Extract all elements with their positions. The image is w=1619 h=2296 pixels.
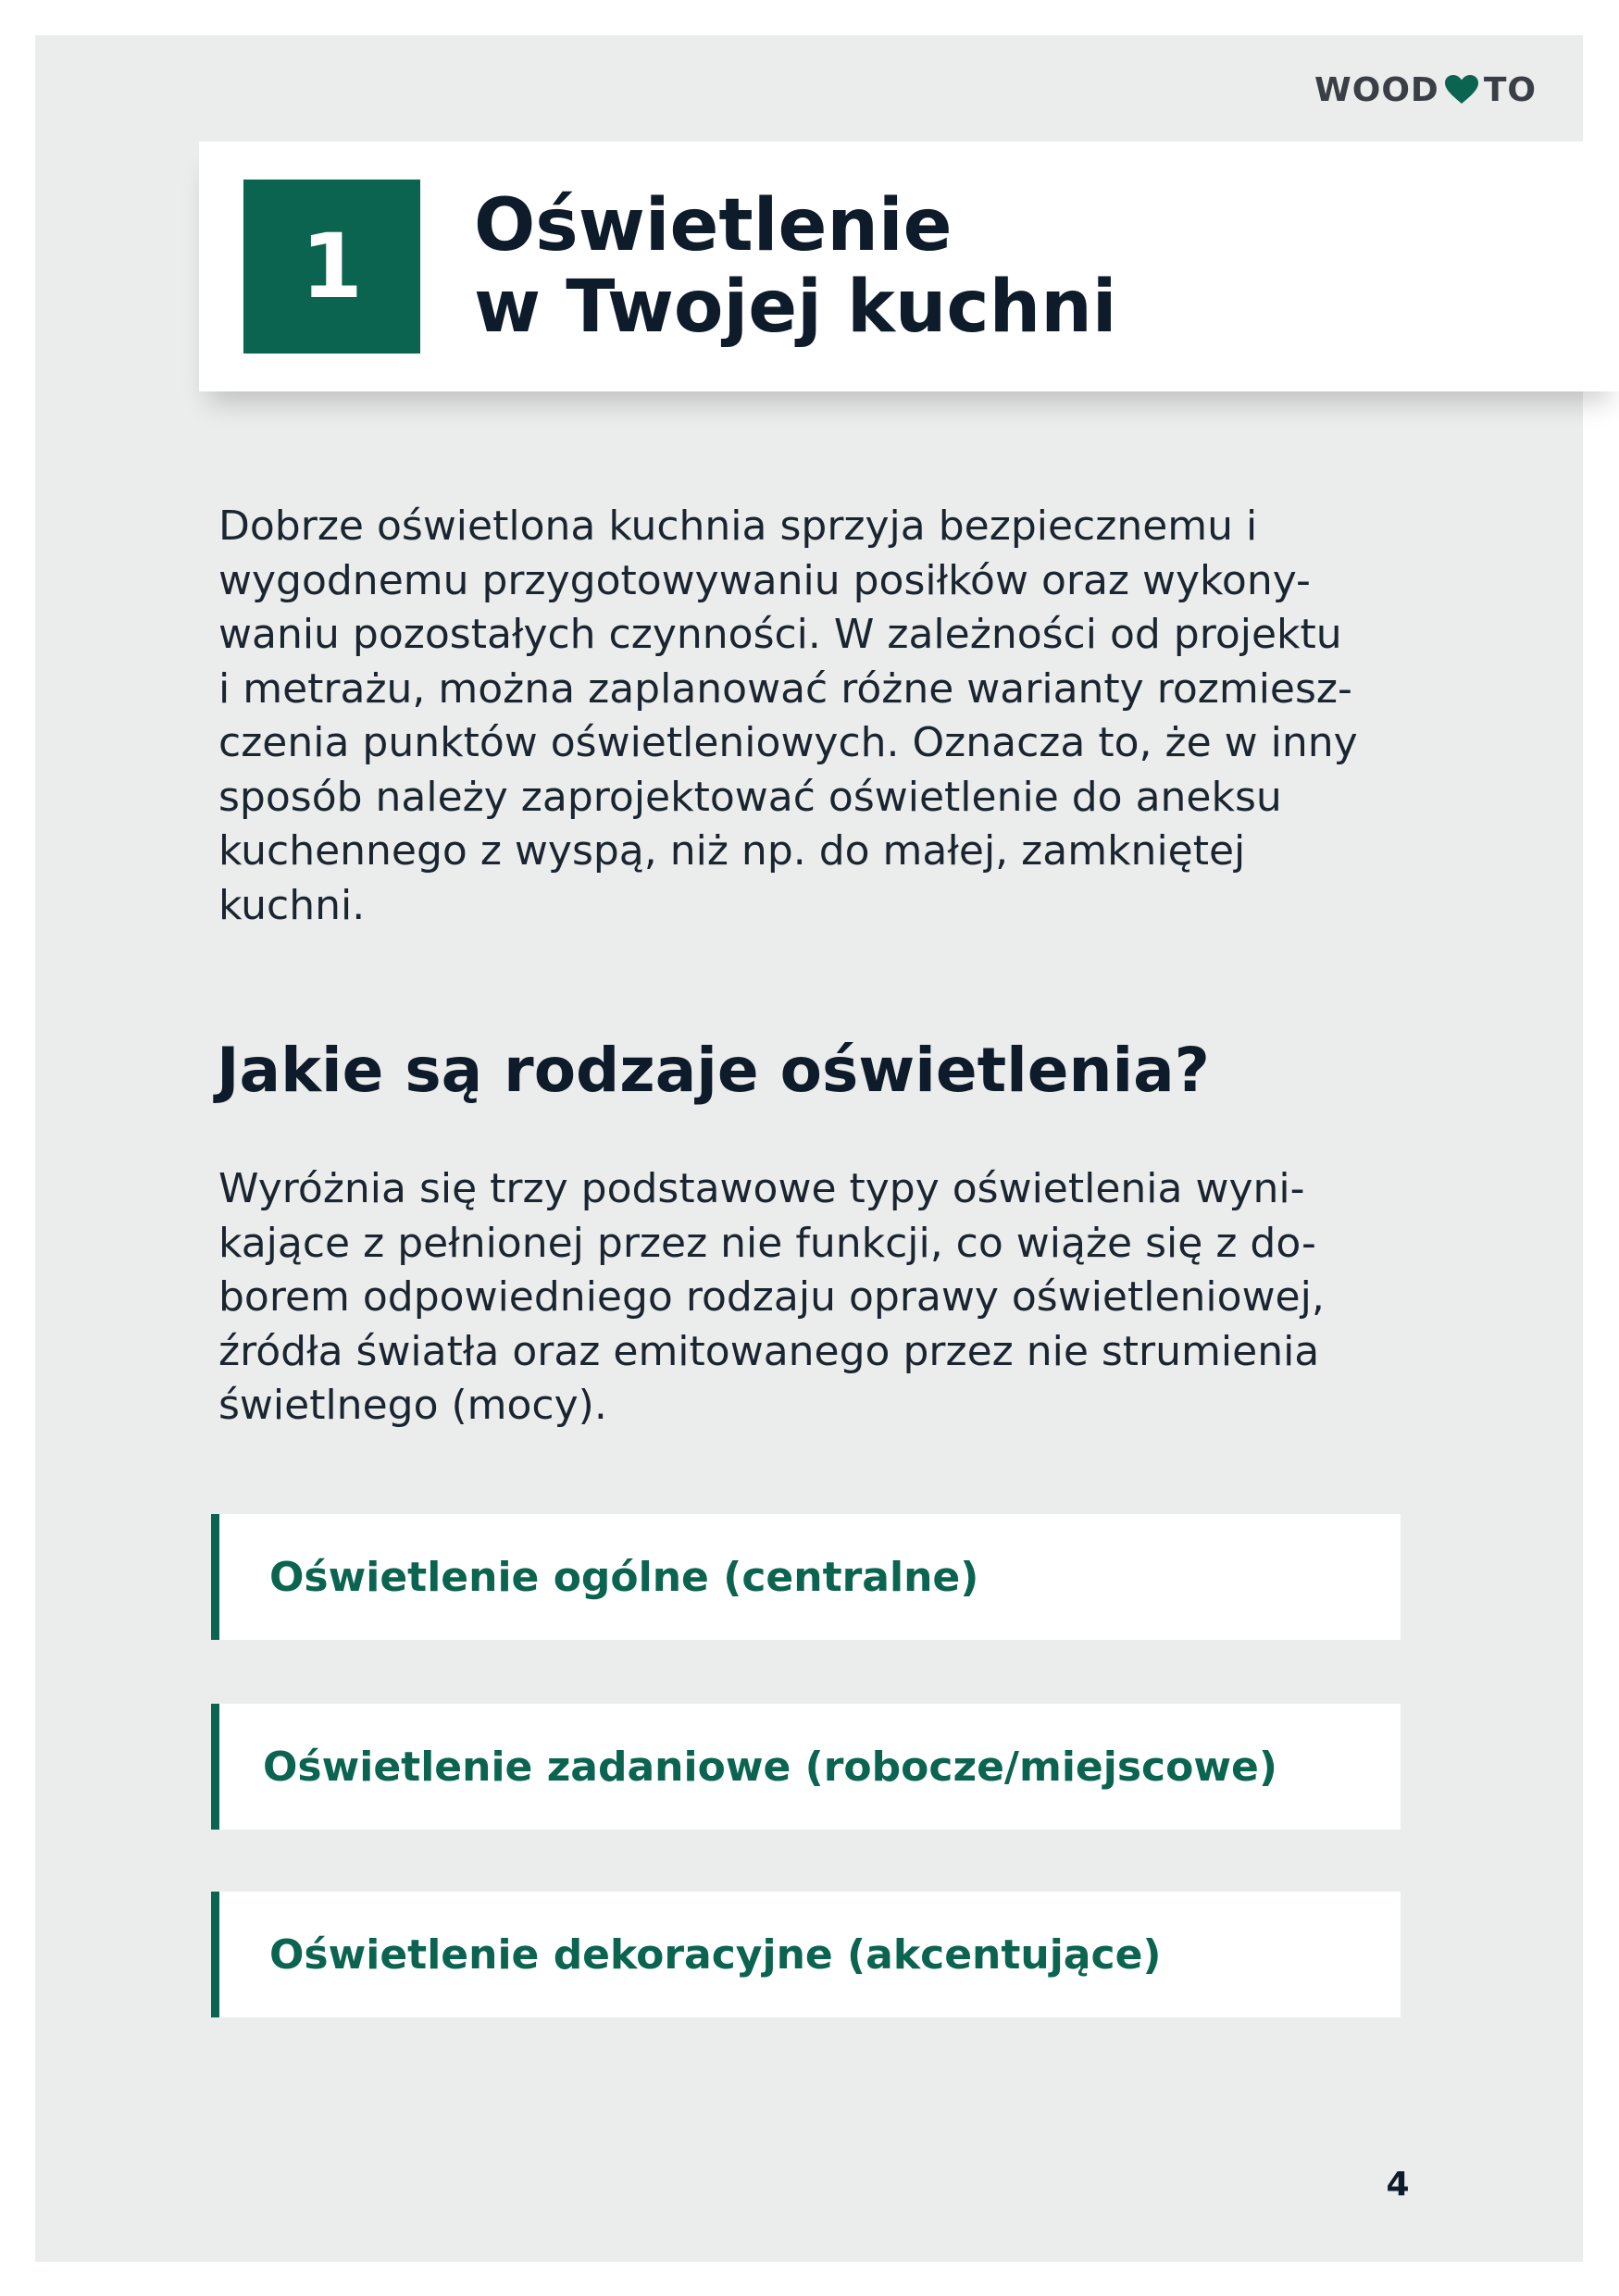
intro-line: kuchennego z wyspą, niż np. do małej, zamkniętej <box>218 827 1246 875</box>
section-title <box>474 185 1538 348</box>
section-number-badge <box>243 180 420 354</box>
lighting-type-label: Oświetlenie dekoracyjne (akcentujące) <box>269 1930 1162 1979</box>
logo-text-right: TO <box>1483 70 1537 109</box>
intro-line: i metrażu, można zaplanować różne warianty rozmiesz- <box>218 664 1352 713</box>
types-intro-line: borem odpowiedniego rodzaju oprawy oświetleniowej, <box>218 1273 1325 1321</box>
title-line-1: Oświetlenie <box>474 184 953 267</box>
intro-line: czenia punktów oświetleniowych. Oznacza to, że w inny <box>218 719 1358 766</box>
types-intro-line: kające z pełnionej przez nie funkcji, co wiąże się z do- <box>218 1219 1316 1267</box>
heart-icon <box>1445 75 1478 105</box>
lighting-type-decorative <box>211 1892 1401 2017</box>
types-intro-line: Wyróżnia się trzy podstawowe typy oświetlenia wyni- <box>218 1165 1305 1212</box>
section-number: 1 <box>301 215 363 318</box>
types-intro-line: źródła światła oraz emitowanego przez nie strumienia <box>218 1327 1320 1375</box>
subheading: Jakie są rodzaje oświetlenia? <box>217 1035 1210 1106</box>
intro-paragraph <box>218 500 1422 933</box>
intro-line: wygodnemu przygotowywaniu posiłków oraz wykony- <box>218 556 1311 604</box>
lighting-type-task <box>211 1704 1401 1830</box>
page-number: 4 <box>1386 2166 1410 2203</box>
logo-text-left: WOOD <box>1314 70 1439 109</box>
types-intro-line: świetlnego (mocy). <box>218 1382 607 1429</box>
brand-logo <box>1314 67 1537 113</box>
intro-line: waniu pozostałych czynności. W zależności od projektu <box>218 611 1342 658</box>
title-line-2: w Twojej kuchni <box>474 266 1117 349</box>
intro-line: sposób należy zaprojektować oświetlenie do aneksu <box>218 773 1282 821</box>
lighting-type-general <box>211 1514 1401 1640</box>
types-intro-paragraph <box>218 1162 1422 1433</box>
lighting-type-label: Oświetlenie ogólne (centralne) <box>269 1553 979 1601</box>
intro-line: kuchni. <box>218 881 366 929</box>
lighting-type-label: Oświetlenie zadaniowe (robocze/miejscowe) <box>263 1743 1277 1791</box>
intro-line: Dobrze oświetlona kuchnia sprzyja bezpiecznemu i <box>218 503 1258 550</box>
